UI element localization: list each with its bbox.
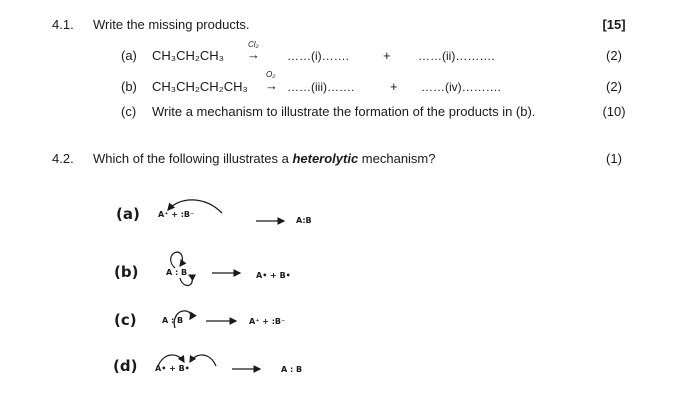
option-d-label: (d) — [113, 357, 138, 375]
reaction-arrow: → — [247, 47, 260, 62]
marks-part-a: (2) — [606, 48, 622, 63]
part-b-reagent: O₂ — [266, 70, 276, 79]
blank-iv: ……(iv)………. — [421, 80, 501, 94]
part-a-label: (a) — [121, 48, 137, 63]
plus-sign: + — [383, 48, 391, 63]
option-d-reactants: A• + B• — [155, 364, 190, 373]
part-a-reactant: CH₃CH₂CH₃ — [152, 48, 224, 63]
fishhook-arrow-d-right — [190, 355, 216, 366]
option-a-label: (a) — [116, 205, 140, 223]
blank-iii: ……(iii)……. — [287, 80, 355, 94]
part-c-label: (c) — [121, 104, 137, 119]
option-c-reactant: A : B — [162, 316, 184, 325]
fishhook-arrow-b-top — [171, 252, 183, 268]
fishhook-arrow-d-left — [158, 355, 184, 366]
option-a-reactants: A⁺ + :B⁻ — [158, 210, 195, 219]
question-number-4-2: 4.2. — [52, 151, 74, 166]
part-c-text: Write a mechanism to illustrate the formation of the products in (b). — [152, 104, 536, 119]
question-text-before: Which of the following illustrates a — [93, 151, 293, 166]
reaction-arrow: → — [265, 78, 278, 93]
question-emphasis: heterolytic — [292, 151, 359, 166]
question-text-after: mechanism? — [358, 151, 436, 166]
option-a-product: A:B — [296, 216, 312, 225]
marks-part-c: (10) — [602, 104, 626, 119]
blank-ii: ……(ii)………. — [418, 49, 495, 63]
part-a-reagent: Cl₂ — [248, 40, 259, 49]
marks-4-1: [15] — [602, 17, 626, 32]
part-b-label: (b) — [121, 79, 137, 94]
blank-i: ……(i)……. — [287, 49, 349, 63]
option-b-label: (b) — [114, 263, 139, 281]
option-b-products: A• + B• — [256, 271, 291, 280]
option-c-label: (c) — [114, 311, 137, 329]
option-d-product: A : B — [281, 365, 303, 374]
fishhook-arrow-b-bottom — [180, 275, 192, 285]
curly-arrow-a — [168, 200, 222, 213]
plus-sign: + — [390, 79, 398, 94]
marks-4-2: (1) — [606, 151, 622, 166]
marks-part-b: (2) — [606, 79, 622, 94]
option-b-reactant: A : B — [166, 268, 188, 277]
curly-arrow-c — [174, 311, 191, 328]
option-c-products: A⁺ + :B⁻ — [249, 317, 286, 326]
part-b-reactant: CH₃CH₂CH₂CH₃ — [152, 79, 248, 94]
question-number-4-1: 4.1. — [52, 17, 74, 32]
question-title-4-1: Write the missing products. — [93, 17, 250, 32]
